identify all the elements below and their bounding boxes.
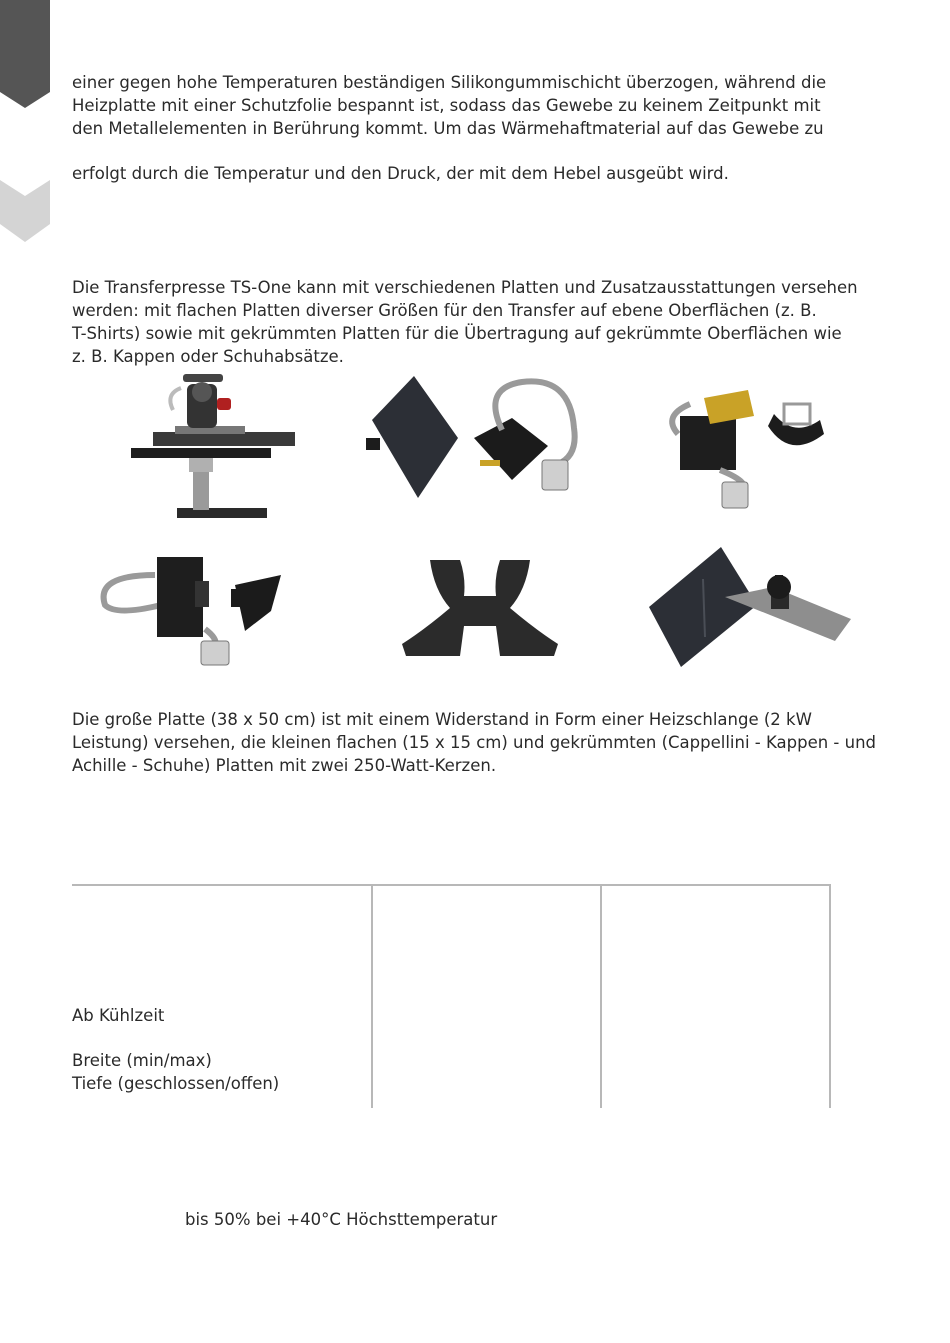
section-marker-dark [0, 0, 52, 110]
heat-press-photo [125, 370, 300, 525]
options-line-2: werden: mit flachen Platten diverser Größen für den Transfer auf ebene Oberflächen (z. B. [72, 301, 817, 320]
plates-line-3: Achille - Schuhe) Platten mit zwei 250-Watt-Kerzen. [72, 756, 497, 775]
spec-cooling-label: Ab Kühlzeit [72, 1006, 165, 1025]
table-divider-1 [371, 884, 373, 1108]
large-plate-photo [645, 545, 855, 670]
options-line-3: T-Shirts) sowie mit gekrümmten Platten für die Übertragung auf gekrümmte Oberflächen wie [72, 324, 842, 343]
plates-line-2: Leistung) versehen, die kleinen flachen (15 x 15 cm) und gekrümmten (Cappellini - Kappen - und [72, 733, 877, 752]
humidity-note: bis 50% bei +40°C Höchsttemperatur [185, 1210, 498, 1229]
plates-paragraph [72, 708, 892, 777]
h-plate-photo [400, 560, 560, 660]
intro-paragraph-end [72, 162, 892, 185]
table-divider-3 [829, 884, 831, 1108]
options-paragraph [72, 276, 892, 368]
spec-depth-label: Tiefe (geschlossen/offen) [72, 1074, 280, 1093]
flat-plates-photo [362, 368, 587, 503]
intro-line-4: erfolgt durch die Temperatur und den Druck, der mit dem Hebel ausgeübt wird. [72, 164, 729, 183]
intro-line-3: den Metallelementen in Berührung kommt. Um das Wärmehaftmaterial auf das Gewebe zu [72, 119, 824, 138]
table-top-rule [72, 884, 831, 886]
options-line-4: z. B. Kappen oder Schuhabsätze. [72, 347, 344, 366]
intro-line-2: Heizplatte mit einer Schutzfolie bespannt ist, sodass das Gewebe zu keinem Zeitpunkt mit [72, 96, 821, 115]
options-line-1: Die Transferpresse TS-One kann mit verschiedenen Platten und Zusatzausstattungen versehen [72, 278, 858, 297]
intro-line-1: einer gegen hohe Temperaturen beständigen Silikongummischicht überzogen, während die [72, 73, 827, 92]
spec-width-label: Breite (min/max) [72, 1051, 212, 1070]
shoe-plate-photo [95, 545, 295, 670]
cap-plate-photo [660, 386, 845, 511]
table-divider-2 [600, 884, 602, 1108]
intro-paragraph [72, 71, 892, 140]
plates-line-1: Die große Platte (38 x 50 cm) ist mit einem Widerstand in Form einer Heizschlange (2 kW [72, 710, 812, 729]
section-marker-light [0, 180, 52, 244]
